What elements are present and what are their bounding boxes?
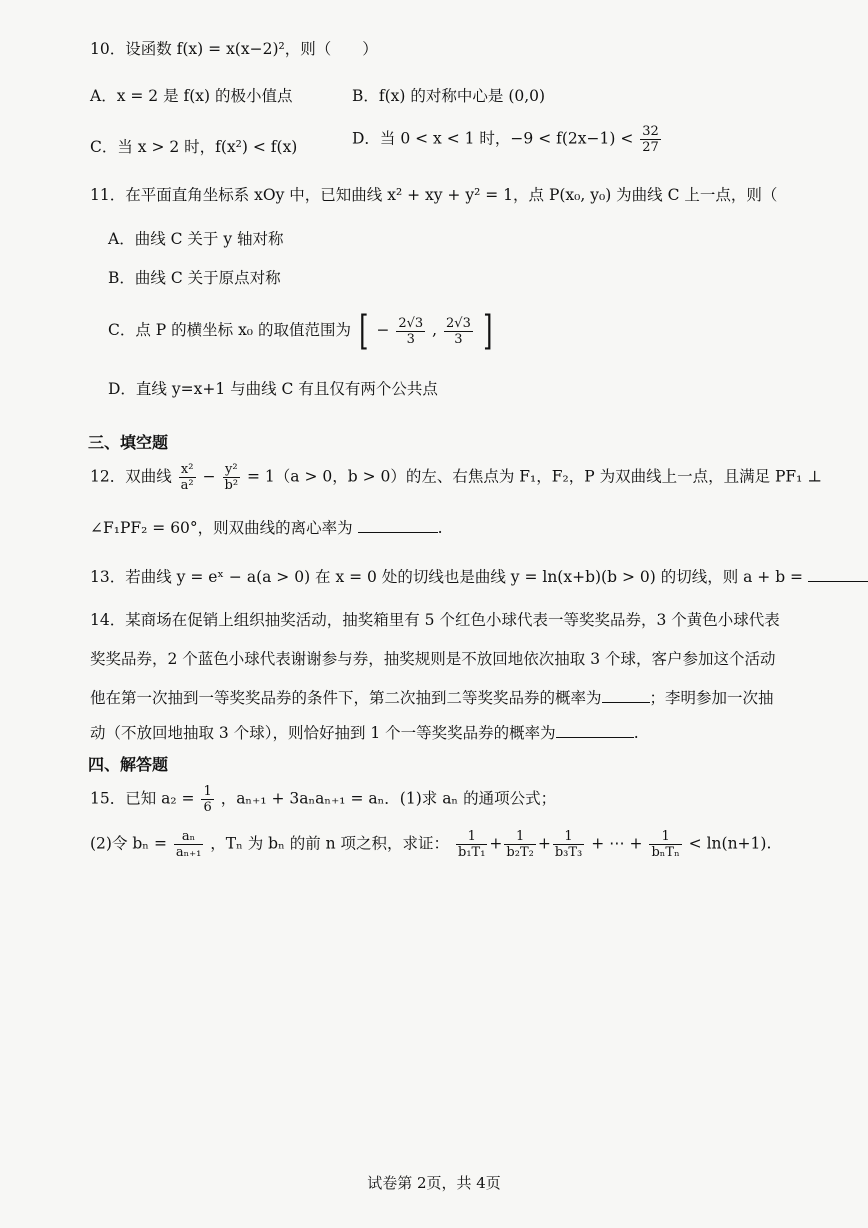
q15-line2: (2)令 bₙ = $\frac{\text{aₙ}}{\text{aₙ₊₁}}$ ，Tₙ 为 bₙ 的前 n 项之积，求证： $\frac{1}{\text{b₁T₁}}$ + $\frac{1}{\text{b₂T₂}}$ + $\frac{1}{\text{b₃T₃}}$ + ⋯ + $\frac{1}{\text{bₙTₙ}}$ < ln(n+1).: [90, 829, 772, 860]
q11-c-fraction-1: [396, 316, 425, 347]
q10-d-denominator: 27: [642, 140, 659, 155]
q15-part2-prefix: (2)令 bₙ =: [90, 834, 167, 853]
section-fill-in-blank: 三、填空题: [88, 433, 169, 452]
q14-text-3b: ；李明参加一次抽: [649, 689, 774, 707]
q14-text-4: 动（不放回地抽取 3 个球），则恰好抽到 1 个一等奖奖品券的概率为: [90, 724, 556, 742]
q15-b-fraction: [174, 829, 203, 860]
fraction-denominator: b²: [224, 478, 239, 493]
fraction-denominator: a²: [180, 478, 194, 493]
q11-option-a: A．曲线 C 关于 y 轴对称: [108, 230, 284, 248]
q12-line2: [90, 515, 443, 541]
period: .: [633, 724, 639, 742]
q15-prefix: 15．已知 a₂ =: [90, 789, 195, 808]
fraction-numerator: x²: [179, 462, 196, 478]
page-footer: 试卷第 2页，共 4页: [367, 1174, 501, 1192]
q13-text: 13．若曲线 y = eˣ − a(a > 0) 在 x = 0 处的切线也是曲线 y = ln(x+b)(b > 0) 的切线，则 a + b =: [90, 568, 804, 586]
q10-stem: 10．设函数 f(x) = x(x−2)²，则（ ）: [90, 40, 378, 58]
fraction-numerator: 1: [504, 829, 535, 845]
fraction-denominator: 3: [406, 331, 415, 347]
right-bracket: ]: [482, 308, 493, 354]
q10-d-numerator: 32: [642, 124, 659, 139]
minus-sign: −: [202, 467, 216, 486]
ellipsis-plus: + ⋯ +: [591, 834, 643, 853]
q10-option-b: B．f(x) 的对称中心是 (0,0): [352, 87, 546, 105]
sum-term-n: [649, 829, 681, 860]
fraction-denominator: 6: [203, 800, 212, 815]
q14-text-3: 他在第一次抽到一等奖奖品券的条件下，第二次抽到二等奖奖品券的概率为: [90, 689, 602, 707]
q14-answer-blank-1: [602, 686, 650, 703]
q12-prefix: 12．双曲线: [90, 467, 172, 486]
fraction-numerator: 1: [456, 829, 487, 845]
q15-text: ，aₙ₊₁ + 3aₙaₙ₊₁ = aₙ．(1)求 aₙ 的通项公式；: [220, 789, 557, 808]
fraction-denominator: aₙ₊₁: [175, 845, 202, 860]
minus-sign: −: [376, 321, 390, 339]
fraction-denominator: b₂T₂: [506, 845, 534, 860]
q11-c-fraction-2: [444, 316, 473, 347]
fraction-numerator: y²: [223, 462, 241, 478]
fraction-numerator: aₙ: [174, 829, 203, 845]
q14-line3: [90, 685, 774, 711]
q14-line1: 14．某商场在促销上组织抽奖活动，抽奖箱里有 5 个红色小球代表一等奖奖品券，3 个黄色小球代表: [90, 611, 780, 629]
left-bracket: [: [359, 308, 369, 354]
fraction-denominator: bₙTₙ: [651, 845, 680, 860]
q11-option-b: B．曲线 C 关于原点对称: [108, 269, 281, 287]
sum-term-3: [553, 829, 584, 860]
q15-fraction: [201, 784, 213, 815]
q12-fraction-y: [223, 462, 241, 493]
fraction-numerator: 2√3: [398, 315, 424, 331]
q15-line1: [90, 784, 556, 815]
q12-fraction-x: [179, 462, 196, 493]
q14-answer-blank-2: [556, 721, 634, 738]
fraction-numerator: 2√3: [446, 315, 471, 331]
fraction-denominator: b₃T₃: [554, 845, 583, 860]
q10-option-d: [352, 124, 663, 155]
period: .: [437, 519, 443, 537]
q13-answer-blank: [808, 565, 868, 582]
q11-option-c-text: C．点 P 的横坐标 x₀ 的取值范围为: [108, 321, 351, 339]
q14-line4: [90, 720, 639, 746]
fraction-numerator: 1: [649, 829, 681, 845]
sum-term-2: [504, 829, 535, 860]
section-solution: 四、解答题: [88, 755, 169, 774]
q15-part2-text: ，Tₙ 为 bₙ 的前 n 项之积，求证：: [210, 834, 450, 853]
fraction-numerator: 1: [553, 829, 584, 845]
fraction-numerator: 1: [203, 784, 212, 799]
q10-option-d-fraction: [640, 124, 661, 155]
q10-option-a: A．x = 2 是 f(x) 的极小值点: [90, 87, 293, 105]
comma: ,: [432, 321, 438, 339]
q11-option-d: D．直线 y=x+1 与曲线 C 有且仅有两个公共点: [108, 380, 438, 398]
q10-option-d-text: D．当 0 < x < 1 时，−9 < f(2x−1) <: [352, 129, 634, 148]
fraction-denominator: 3: [454, 331, 463, 347]
q14-line2: 奖奖品券，2 个蓝色小球代表谢谢参与券，抽奖规则是不放回地依次抽取 3 个球，客户参加这个活动: [90, 650, 776, 668]
q12-answer-blank: [358, 516, 438, 533]
q12-line1: [90, 462, 822, 493]
q12-text: = 1（a > 0，b > 0）的左、右焦点为 F₁，F₂，P 为双曲线上一点，且满足 PF₁ ⊥: [247, 467, 822, 486]
q10-option-c: C．当 x > 2 时，f(x²) < f(x): [90, 138, 298, 156]
q11-stem: 11．在平面直角坐标系 xOy 中，已知曲线 x² + xy + y² = 1，点 P(x₀, y₀) 为曲线 C 上一点，则（: [90, 186, 778, 204]
inequality-tail: < ln(n+1).: [688, 834, 772, 853]
q12-text-2: ∠F₁PF₂ = 60°，则双曲线的离心率为: [90, 519, 353, 537]
fraction-denominator: b₁T₁: [458, 845, 486, 860]
q13-line: [90, 564, 868, 590]
q11-option-c: [108, 309, 495, 353]
sum-term-1: [456, 829, 487, 860]
